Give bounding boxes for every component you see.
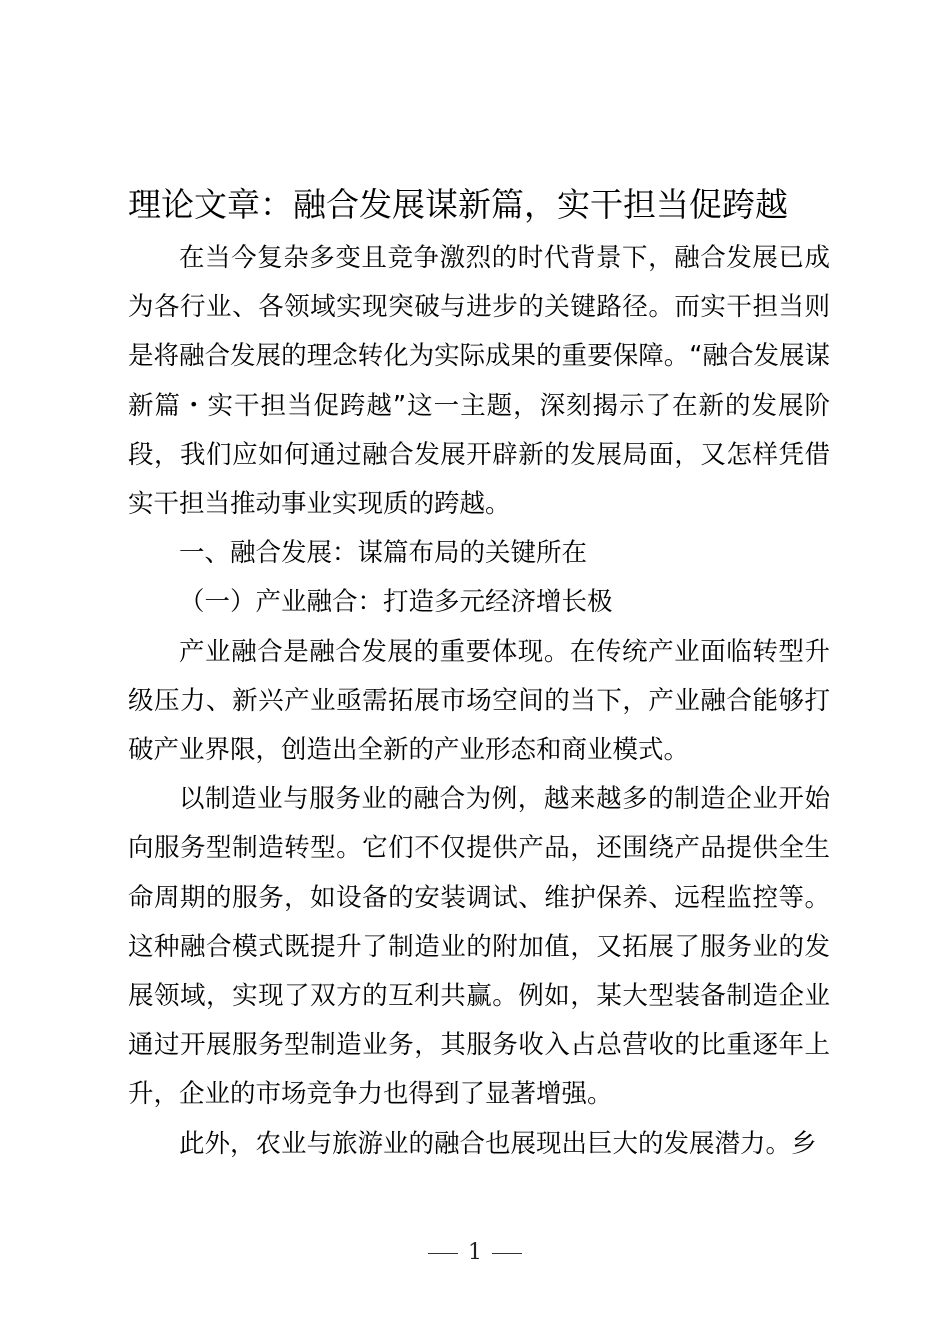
subsection-heading: （一）产业融合：打造多元经济增长极 xyxy=(179,587,613,618)
footer-dash-right xyxy=(492,1253,522,1254)
document-body xyxy=(128,234,830,1169)
intro-paragraph: 在当今复杂多变且竞争激烈的时代背景下，融合发展已成为各行业、各领域实现突破与进步的关键路径。而实干担当则是将融合发展的理念转化为实际成果的重要保障。“融合发展谋新篇・实干担当促跨越”这一主题，深刻揭示了在新的发展阶段，我们应如何通过融合发展开辟新的发展局面，又怎样凭借实干担当推动事业实现质的跨越。 xyxy=(128,243,830,520)
document-title: 理论文章：融合发展谋新篇，实干担当促跨越 xyxy=(128,185,788,224)
body-paragraph: 以制造业与服务业的融合为例，越来越多的制造企业开始向服务型制造转型。它们不仅提供产品，还围绕产品提供全生命周期的服务，如设备的安装调试、维护保养、远程监控等。这种融合模式既提升了制造业的附加值，又拓展了服务业的发展领域，实现了双方的互利共赢。例如，某大型装备制造企业通过开展服务型制造业务，其服务收入占总营收的比重逐年上升，企业的市场竞争力也得到了显著增强。 xyxy=(128,784,830,1110)
section-heading: 一、融合发展：谋篇布局的关键所在 xyxy=(179,538,588,569)
page-footer xyxy=(0,1238,950,1268)
body-paragraph: 此外，农业与旅游业的融合也展现出巨大的发展潜力。乡 xyxy=(179,1128,817,1159)
footer-dash-left xyxy=(428,1253,458,1254)
body-paragraph: 产业融合是融合发展的重要体现。在传统产业面临转型升级压力、新兴产业亟需拓展市场空间的当下，产业融合能够打破产业界限，创造出全新的产业形态和商业模式。 xyxy=(128,636,830,766)
page-number: 1 xyxy=(468,1240,482,1265)
